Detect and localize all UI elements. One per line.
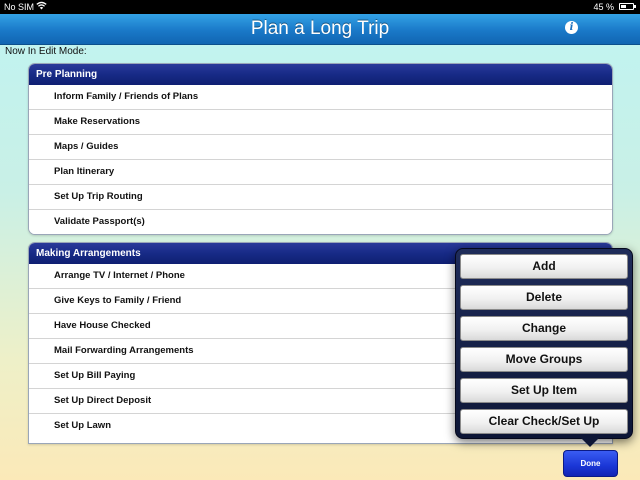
list-item[interactable]: Mail Forwarding Arrangements	[29, 338, 612, 363]
group-header[interactable]: Pre Planning	[29, 64, 612, 85]
list-item[interactable]: Validate Passport(s)	[29, 209, 612, 234]
nav-bar	[0, 14, 640, 45]
add-button[interactable]: Add	[460, 254, 628, 279]
list-item[interactable]: Have House Checked	[29, 313, 612, 338]
list-item[interactable]: Maps / Guides	[29, 134, 612, 159]
list-item[interactable]: Set Up Trip Routing	[29, 184, 612, 209]
carrier-label: No SIM	[4, 2, 35, 12]
page-title: Plan a Long Trip	[250, 18, 390, 39]
delete-button[interactable]: Delete	[460, 285, 628, 310]
battery-percent: 45 %	[593, 2, 614, 12]
list-item[interactable]: Set Up Direct Deposit	[29, 388, 612, 413]
list-item[interactable]: Give Keys to Family / Friend	[29, 288, 612, 313]
list-item[interactable]: Inform Family / Friends of Plans	[29, 85, 612, 109]
edit-menu-popover	[455, 248, 633, 439]
change-button[interactable]: Change	[460, 316, 628, 341]
status-bar	[0, 0, 640, 14]
list-item[interactable]: Set Up Bill Paying	[29, 363, 612, 388]
set-up-item-button[interactable]: Set Up Item	[460, 378, 628, 403]
clear-check-button[interactable]: Clear Check/Set Up	[460, 409, 628, 434]
list-item[interactable]: Make Reservations	[29, 109, 612, 134]
list-item[interactable]: Plan Itinerary	[29, 159, 612, 184]
group-pre-planning	[28, 63, 613, 235]
done-button[interactable]: Done	[563, 450, 618, 477]
wifi-icon	[36, 0, 47, 14]
group-header[interactable]: Making Arrangements	[29, 243, 612, 264]
list-item[interactable]: Set Up Lawn	[29, 413, 612, 438]
move-groups-button[interactable]: Move Groups	[460, 347, 628, 372]
battery-icon	[619, 3, 634, 10]
list-item[interactable]: Arrange TV / Internet / Phone	[29, 264, 612, 288]
edit-mode-label: Now In Edit Mode:	[5, 46, 87, 57]
info-icon[interactable]: i	[565, 21, 578, 34]
